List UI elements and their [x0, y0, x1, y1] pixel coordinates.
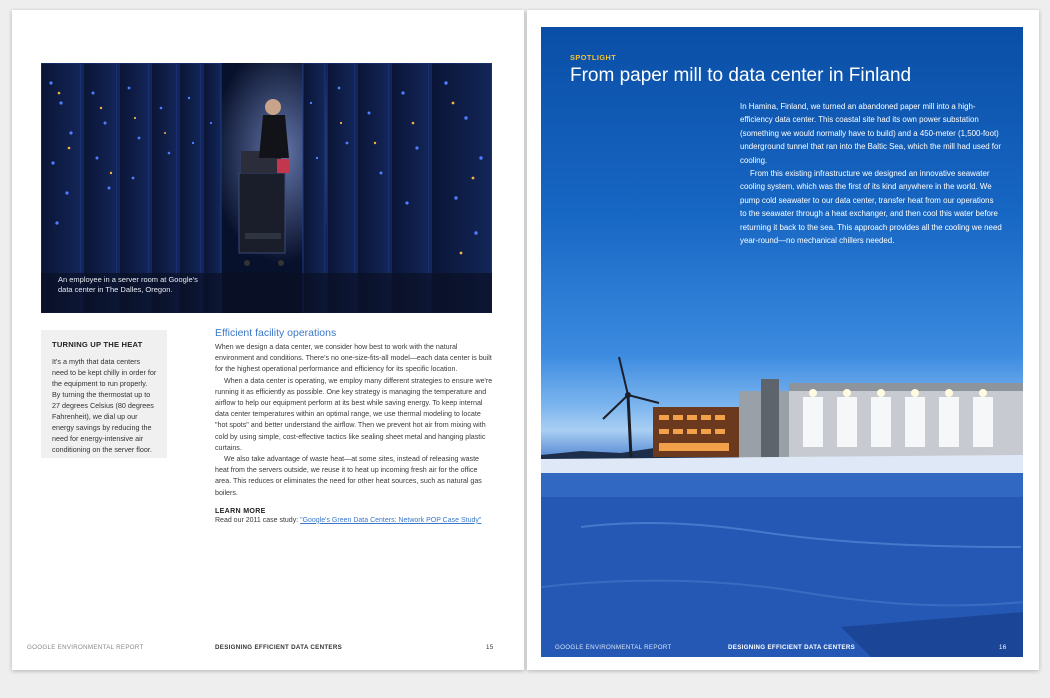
spotlight-paragraph: In Hamina, Finland, we turned an abandoned paper mill into a high-efficiency data center. This coastal site had its own power substation (something we would normally have to build) and a 450-meter (1,500-foot) underground tunnel that ran into the Baltic Sea, which the mill had used for cooling. [740, 102, 1001, 165]
photo-caption: An employee in a server room at Google's data center in The Dalles, Oregon. [58, 275, 198, 294]
footer-report-name: GOOGLE ENVIRONMENTAL REPORT [555, 644, 672, 651]
sidebar-title: TURNING UP THE HEAT [52, 340, 143, 349]
footer-section-name: DESIGNING EFFICIENT DATA CENTERS [215, 644, 343, 651]
learn-more-line [215, 517, 493, 524]
spotlight-label: SPOTLIGHT [570, 53, 617, 62]
page-number: 16 [999, 644, 1007, 651]
footer-section-name: DESIGNING EFFICIENT DATA CENTERS [728, 644, 856, 651]
learn-more-label: LEARN MORE [215, 506, 266, 515]
hamina-data-center-photo [541, 27, 1023, 657]
server-room-photo [41, 63, 492, 313]
report-page-15 [12, 10, 524, 670]
case-study-link[interactable]: "Google's Green Data Centers: Network POP Case Study" [300, 516, 482, 524]
body-paragraph: We also take advantage of waste heat—at some sites, instead of releasing waste heat from the servers outside, we reuse it to heat up incoming fresh air for the office area. This reduces or eliminates the need for other heat sources, such as natural gas boilers. [215, 455, 482, 497]
page-number: 15 [486, 644, 494, 651]
footer-report-name: GOOGLE ENVIRONMENTAL REPORT [27, 644, 144, 651]
spotlight-paragraph: From this existing infrastructure we designed an innovative seawater cooling system, which was the first of its kind anywhere in the world. We pump cold seawater to our data center, transfer heat from our operations to the seawater through a heat exchanger, and then cool this water before returning it back to the sea. This approach provides all the cooling we need year-round—no mechanical chillers needed. [740, 169, 1002, 246]
spotlight-text-column [740, 100, 1002, 247]
report-page-16 [527, 10, 1039, 670]
sidebar-text: It's a myth that data centers need to be kept chilly in order for the equipment to run properly. By turning the thermostat up to 27 degrees Celsius (80 degrees Fahrenheit), we dial up our energy savings by reducing the need for energy-intensive air conditioning on the server floor. [52, 357, 157, 454]
body-paragraph: When a data center is operating, we employ many different strategies to ensure we're running it as efficiently as possible. One key strategy is managing the temperature and airflow to help our equipment perform at its best while saving energy. To keep internal data center temperatures within an optimal range, we use thermal modeling to locate "hot spots" and better understand the airflow. Then we prevent hot air from mixing with cold by using simple, cost-effective tactics like sealing sheet metal and hanging plastic curtains. [215, 376, 493, 452]
main-text-column [215, 327, 493, 524]
spotlight-title: From paper mill to data center in Finland [570, 65, 912, 86]
section-heading: Efficient facility operations [215, 327, 337, 339]
learn-more-prefix: Read our 2011 case study: [215, 516, 301, 524]
body-paragraph: When we design a data center, we consider how best to work with the natural environment and conditions. There's no one-size-fits-all model—each data center is built for the highest operational performance and efficiency for its specific location. [215, 343, 492, 374]
sidebar-callout [41, 330, 167, 458]
